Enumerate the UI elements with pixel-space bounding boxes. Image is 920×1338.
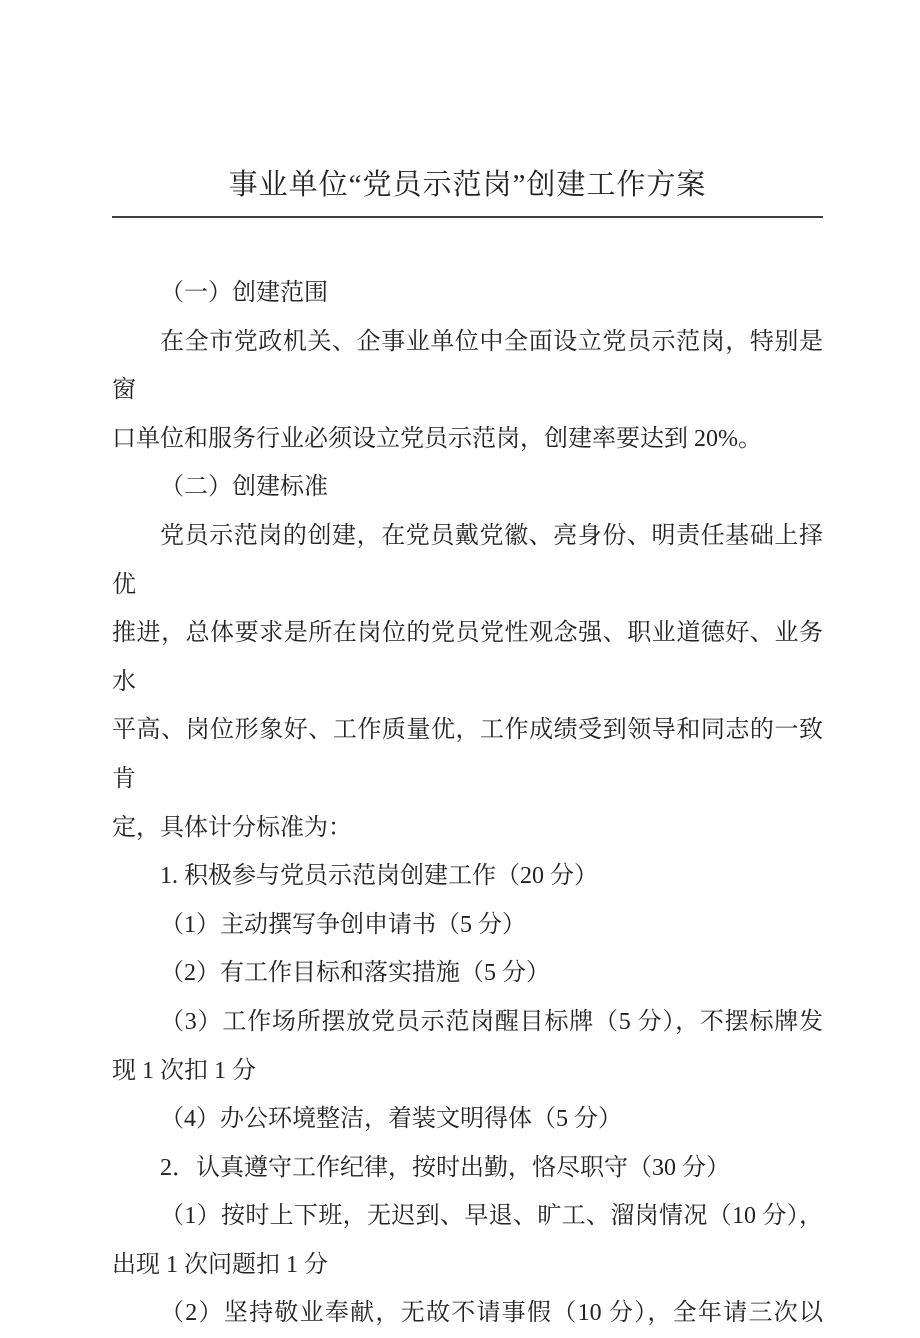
list-item-2-title: 2．认真遵守工作纪律，按时出勤，恪尽职守（30 分） (160, 1154, 730, 1181)
document-body (112, 269, 823, 1338)
list-item-2-sub-1-line-1: （1）按时上下班，无迟到、早退、旷工、溜岗情况（10 分）， (160, 1203, 823, 1230)
document-content (112, 165, 823, 1338)
list-item-2-sub-2-line-1: （2）坚持敬业奉献，无故不请事假（10 分），全年请三次以 (160, 1300, 823, 1327)
list-item-1-sub-1: （1）主动撰写争创申请书（5 分） (160, 911, 526, 938)
list-item-1-sub-3-line-1: （3）工作场所摆放党员示范岗醒目标牌（5 分），不摆标牌发 (160, 1008, 823, 1035)
para-standard-line-2: 推进，总体要求是所在岗位的党员党性观念强、职业道德好、业务水 (112, 620, 823, 695)
para-standard-line-1: 党员示范岗的创建，在党员戴党徽、亮身份、明责任基础上择优 (112, 522, 823, 598)
list-item-2-sub-1-line-2: 出现 1 次问题扣 1 分 (112, 1251, 328, 1278)
document-title: 事业单位“党员示范岗”创建工作方案 (228, 169, 707, 201)
para-scope-line-2: 口单位和服务行业必须设立党员示范岗，创建率要达到 20%。 (112, 425, 762, 452)
para-standard-line-3: 平高、岗位形象好、工作质量优，工作成绩受到领导和同志的一致肯 (112, 717, 823, 792)
list-item-1-title: 1. 积极参与党员示范岗创建工作（20 分） (160, 863, 598, 890)
section-heading-creation-scope: （一）创建范围 (160, 280, 328, 306)
para-standard-line-4: 定，具体计分标准为： (112, 814, 352, 841)
list-item-1-sub-4: （4）办公环境整洁，着装文明得体（5 分） (160, 1106, 622, 1133)
section-heading-creation-standard: （二）创建标准 (160, 474, 328, 501)
document-title-block (112, 165, 823, 218)
list-item-1-sub-3-line-2: 现 1 次扣 1 分 (112, 1057, 256, 1084)
para-scope-line-1: 在全市党政机关、企事业单位中全面设立党员示范岗，特别是窗 (112, 328, 823, 404)
list-item-1-sub-2: （2）有工作目标和落实措施（5 分） (160, 960, 550, 987)
